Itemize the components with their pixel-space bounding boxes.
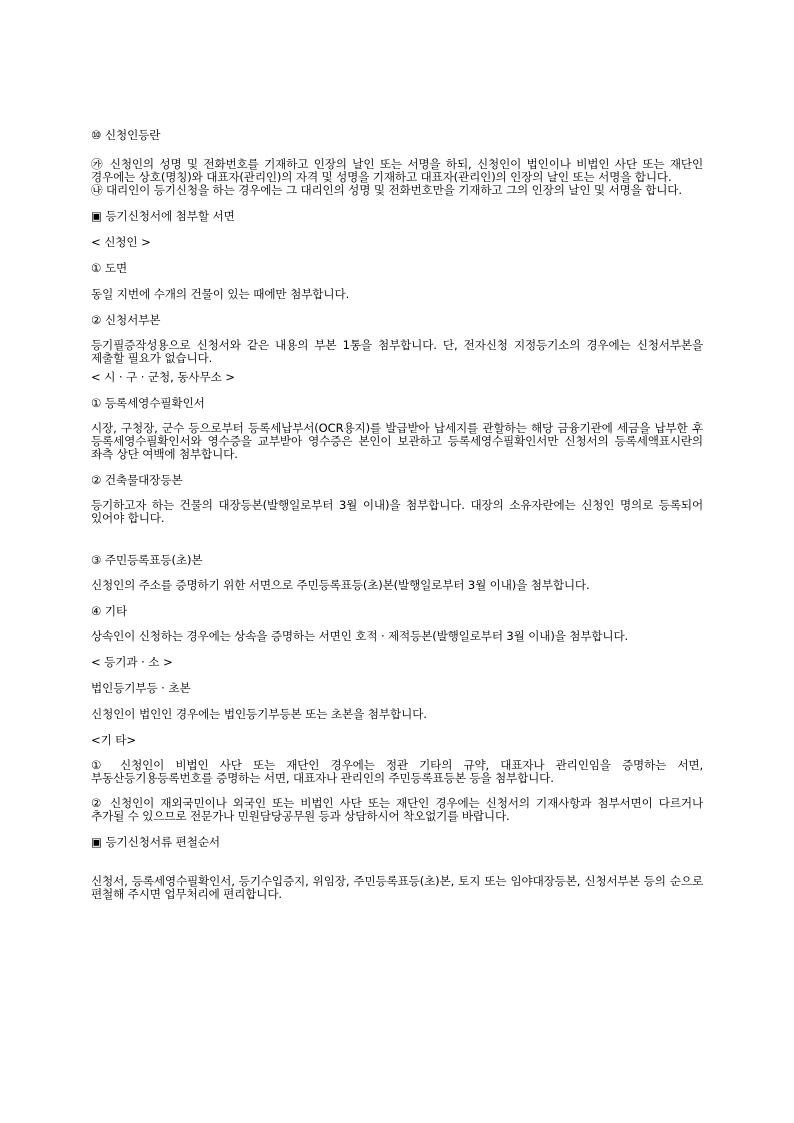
- applicant-field-title: ⑩ 신청인등란: [91, 128, 161, 142]
- document-body: [91, 128, 703, 901]
- applicant-field-item-1: ㉮ 신청인의 성명 및 전화번호를 기재하고 인장의 날인 또는 서명을 하되, 신청인이 법인이나 비법인 사단 또는 재단인 경우에는 상호(명칭)와 대표자(관리인)의 자격 및 성명을 기재하고 대표자(관리인)의 인장의 날인 또는 서명을 합니다.: [91, 157, 703, 184]
- drawing-text: 동일 지번에 수개의 건물이 있는 때에만 첨부합니다.: [91, 287, 350, 301]
- tax-certificate-title: ① 등록세영수필확인서: [91, 396, 205, 410]
- misc-group-label: <기 타>: [91, 733, 137, 747]
- filing-order-heading: ▣ 등기신청서류 편철순서: [91, 835, 221, 849]
- misc-text-1: ① 신청인이 비법인 사단 또는 재단인 경우에는 정관 기타의 규약, 대표자나 관리인임을 증명하는 서면, 부동산등기용등록번호를 증명하는 서면, 대표자나 관리인의 주민등록표등본 등을 첨부합니다.: [91, 758, 703, 785]
- copy-title: ② 신청서부본: [91, 313, 161, 327]
- drawing-title: ① 도면: [91, 261, 128, 275]
- filing-order-text: 신청서, 등록세영수필확인서, 등기수입증지, 위임장, 주민등록표등(초)본, 토지 또는 임야대장등본, 신청서부본 등의 순으로 편철해 주시면 업무처리에 편리합니다.: [91, 874, 703, 901]
- tax-certificate-text: 시장, 구청장, 군수 등으로부터 등록세납부서(OCR용지)를 발급받아 납세지를 관할하는 해당 금융기관에 세금을 납부한 후 등록세영수필확인서와 영수증을 교부받아 영수증은 본인이 보관하고 등록세영수필확인서만 신청서의 등록세액표시란의 좌측 상단 여백에 첨부합니다.: [91, 421, 703, 461]
- resident-registration-text: 신청인의 주소를 증명하기 위한 서면으로 주민등록표등(초)본(발행일로부터 3월 이내)을 첨부합니다.: [91, 578, 590, 592]
- copy-text: 등기필증작성용으로 신청서와 같은 내용의 부본 1통을 첨부합니다. 단, 전자신청 지정등기소의 경우에는 신청서부본을 제출할 필요가 없습니다.: [91, 338, 703, 365]
- building-ledger-text: 등기하고자 하는 건물의 대장등본(발행일로부터 3월 이내)을 첨부합니다. 대장의 소유자란에는 신청인 명의로 등록되어 있어야 합니다.: [91, 498, 703, 525]
- corporate-registry-text: 신청인이 법인인 경우에는 법인등기부등본 또는 초본을 첨부합니다.: [91, 707, 427, 721]
- resident-registration-title: ③ 주민등록표등(초)본: [91, 553, 203, 567]
- attachments-heading: ▣ 등기신청서에 첨부할 서면: [91, 209, 235, 223]
- building-ledger-title: ② 건축물대장등본: [91, 473, 183, 487]
- other-text: 상속인이 신청하는 경우에는 상속을 증명하는 서면인 호적 · 제적등본(발행일로부터 3월 이내)을 첨부합니다.: [91, 629, 629, 643]
- corporate-registry-title: 법인등기부등 · 초본: [91, 681, 191, 695]
- applicant-group-label: < 신청인 >: [91, 235, 151, 249]
- other-title: ④ 기타: [91, 604, 128, 618]
- city-group-label: < 시 · 구 · 군청, 동사무소 >: [91, 370, 235, 384]
- registry-group-label: < 등기과 · 소 >: [91, 655, 173, 669]
- misc-text-2: ② 신청인이 재외국민이나 외국인 또는 비법인 사단 또는 재단인 경우에는 신청서의 기재사항과 첨부서면이 다르거나 추가될 수 있으므로 전문가나 민원담당공무원 등과 상담하시어 착오없기를 바랍니다.: [91, 796, 703, 823]
- applicant-field-item-2: ㉯ 대리인이 등기신청을 하는 경우에는 그 대리인의 성명 및 전화번호만을 기재하고 그의 인장의 날인 및 서명을 합니다.: [91, 183, 682, 197]
